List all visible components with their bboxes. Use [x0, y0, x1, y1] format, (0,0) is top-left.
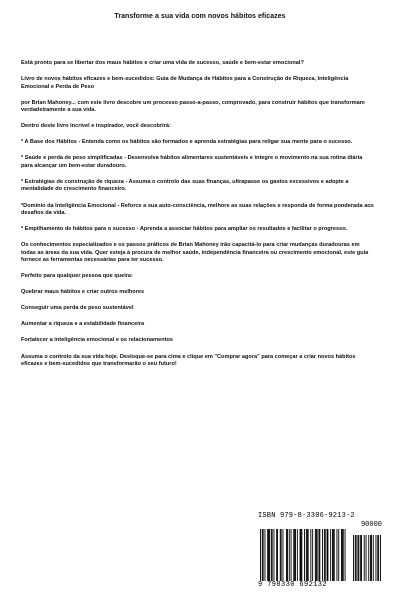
barcode-bar — [281, 529, 282, 581]
barcode-bar — [301, 529, 302, 581]
barcode-bar — [263, 529, 264, 581]
perfect-for-heading: Perfeito para qualquer pessoa que queira: — [21, 273, 133, 280]
addon-barcode-bar — [376, 535, 377, 581]
barcode-bar — [271, 529, 272, 581]
barcode-bar — [319, 529, 320, 581]
want-item-wealth: Aumentar a riqueza e a estabilidade financeira — [21, 321, 145, 328]
barcode-bar — [265, 529, 266, 581]
bullet-emotional-intelligence: *Domínio da Inteligência Emocional - Reforce a sua auto-consciência, melhore as suas relações e responda de forma ponderada aos desafios da vida. — [21, 202, 374, 217]
barcode-bar — [328, 529, 329, 581]
isbn-number: ISBN 979-8-3306-9213-2 — [258, 512, 355, 520]
addon-barcode-bar — [356, 535, 357, 581]
barcode-bar — [307, 529, 308, 581]
isbn-barcode — [258, 512, 384, 590]
barcode-bar — [300, 529, 301, 581]
price-code: 90000 — [360, 521, 382, 529]
barcode-bar — [286, 529, 287, 581]
addon-barcode-bar — [378, 535, 379, 581]
barcode-bar — [310, 529, 311, 581]
barcode-bar — [325, 529, 326, 581]
barcode-bar — [324, 529, 325, 581]
barcode-bar — [260, 529, 261, 581]
barcode-bar — [319, 529, 320, 581]
barcode-bar — [283, 529, 284, 581]
addon-barcode-bar — [358, 535, 359, 581]
discover-heading: Dentro deste livro incrível e inspirador, você descobrirá: — [21, 123, 171, 130]
addon-barcode-bar — [380, 535, 381, 581]
barcode-bar — [312, 529, 313, 581]
barcode-bar — [287, 529, 288, 581]
bullet-habit-stacking: * Empilhamento de hábitos para o sucesso - Aprenda a associar hábitos para ampliar os resultados e facilitar o progresso. — [21, 226, 348, 233]
barcode-bar — [289, 529, 290, 581]
ean-digits: 9 798330 692132 — [258, 581, 328, 589]
barcode-bar — [276, 529, 277, 581]
barcode-bar — [280, 529, 281, 581]
barcode-bars — [258, 529, 384, 581]
call-to-action-paragraph: Assuma o controlo da sua vida hoje. Desloque-se para cima e clique em "Comprar agora" para começar a criar novos hábitos eficazes e bem-sucedidos que transformarão o seu futuro! — [21, 353, 356, 368]
barcode-bar — [293, 529, 294, 581]
barcode-bar — [268, 529, 269, 581]
barcode-bar — [327, 529, 328, 581]
want-item-break-habits: Quebrar maus hábitos e criar outros melhores — [21, 289, 145, 296]
description-body — [21, 60, 375, 377]
addon-barcode-bar — [368, 535, 369, 581]
intro-paragraph: Está pronto para se libertar dos maus hábitos e criar uma vida de sucesso, saúde e bem-estar emocional? — [21, 60, 304, 66]
addon-barcode-bar — [366, 535, 367, 581]
barcode-bar — [294, 529, 295, 581]
bullet-health-weight-loss: * Saúde e perda de peso simplificadas - Desenvolva hábitos alimentares sustentáveis e integre o movimento na sua rotina diária para alcançar um bem-estar duradouro. — [21, 155, 363, 169]
addon-barcode-bar — [377, 535, 378, 581]
barcode-bar — [277, 529, 278, 581]
barcode-bar — [338, 529, 339, 581]
barcode-bar — [274, 529, 275, 581]
barcode-bar — [291, 529, 292, 581]
addon-barcode-bar — [358, 535, 359, 581]
barcode-bar — [297, 529, 298, 581]
barcode-bar — [341, 529, 342, 581]
addon-barcode-bar — [360, 535, 361, 581]
barcode-bar — [315, 529, 316, 581]
addon-barcode-bar — [364, 535, 365, 581]
barcode-bar — [333, 529, 334, 581]
barcode-bar — [343, 529, 344, 581]
want-item-emotional-intelligence: Fortalecer a inteligência emocional e os relacionamentos — [21, 337, 174, 344]
barcode-bar — [295, 529, 296, 581]
barcode-bar — [272, 529, 273, 581]
bullet-habits-foundation: * A Base dos Hábitos - Entenda como os hábitos são formados e aprenda estratégias para religar sua mente para o sucesso. — [21, 139, 353, 146]
barcode-bar — [304, 529, 305, 581]
barcode-bar — [262, 529, 263, 581]
barcode-bar — [269, 529, 270, 581]
barcode-bar — [301, 529, 302, 581]
book-title-paragraph: Livro de novos hábitos eficazes e bem-sucedidos: Guia de Mudança de Hábitos para a Construção de Riqueza, Inteligência Emocional e Perda de Peso — [21, 76, 349, 90]
addon-barcode-bar — [353, 535, 354, 581]
barcode-bar — [316, 529, 317, 581]
bullet-wealth-building: * Estratégias de construção de riqueza - Assuma o controlo das suas finanças, ultrapasse os gastos excessivos e adopte a mentalidade do crescimento financeiro. — [21, 178, 349, 193]
author-intro-paragraph: por Brian Mahoney... com este livro descobre um processo passo-a-passo, comprovado, para construir hábitos que transformam verdadeiramente a sua vida. — [21, 99, 365, 114]
addon-barcode-bar — [370, 535, 371, 581]
barcode-bar — [322, 529, 323, 581]
barcode-bar — [345, 529, 346, 581]
barcode-bar — [330, 529, 331, 581]
barcode-bar — [334, 529, 335, 581]
barcode-bar — [267, 529, 268, 581]
barcode-bar — [317, 529, 318, 581]
addon-barcode-bar — [371, 535, 372, 581]
barcode-bar — [342, 529, 343, 581]
want-item-weight-loss: Conseguir uma perda de peso sustentável — [21, 305, 134, 312]
barcode-bar — [337, 529, 338, 581]
barcode-bar — [308, 529, 309, 581]
page-title: Transforme a sua vida com novos hábitos eficazes — [114, 13, 286, 20]
barcode-bar — [306, 529, 307, 581]
addon-barcode-bar — [361, 535, 362, 581]
expertise-paragraph: Os conhecimentos especializados e os passos práticos de Brian Mahoney irão capacitá-lo para criar mudanças duradouras em todas as áreas da sua vida. Quer esteja à procura de melhor saúde, independência financeira ou crescimento emocional, este guia fornece as ferramentas necessárias para ter sucesso. — [21, 242, 369, 264]
barcode-bar — [332, 529, 333, 581]
addon-barcode-bar — [373, 535, 374, 581]
addon-barcode-bar — [355, 535, 356, 581]
